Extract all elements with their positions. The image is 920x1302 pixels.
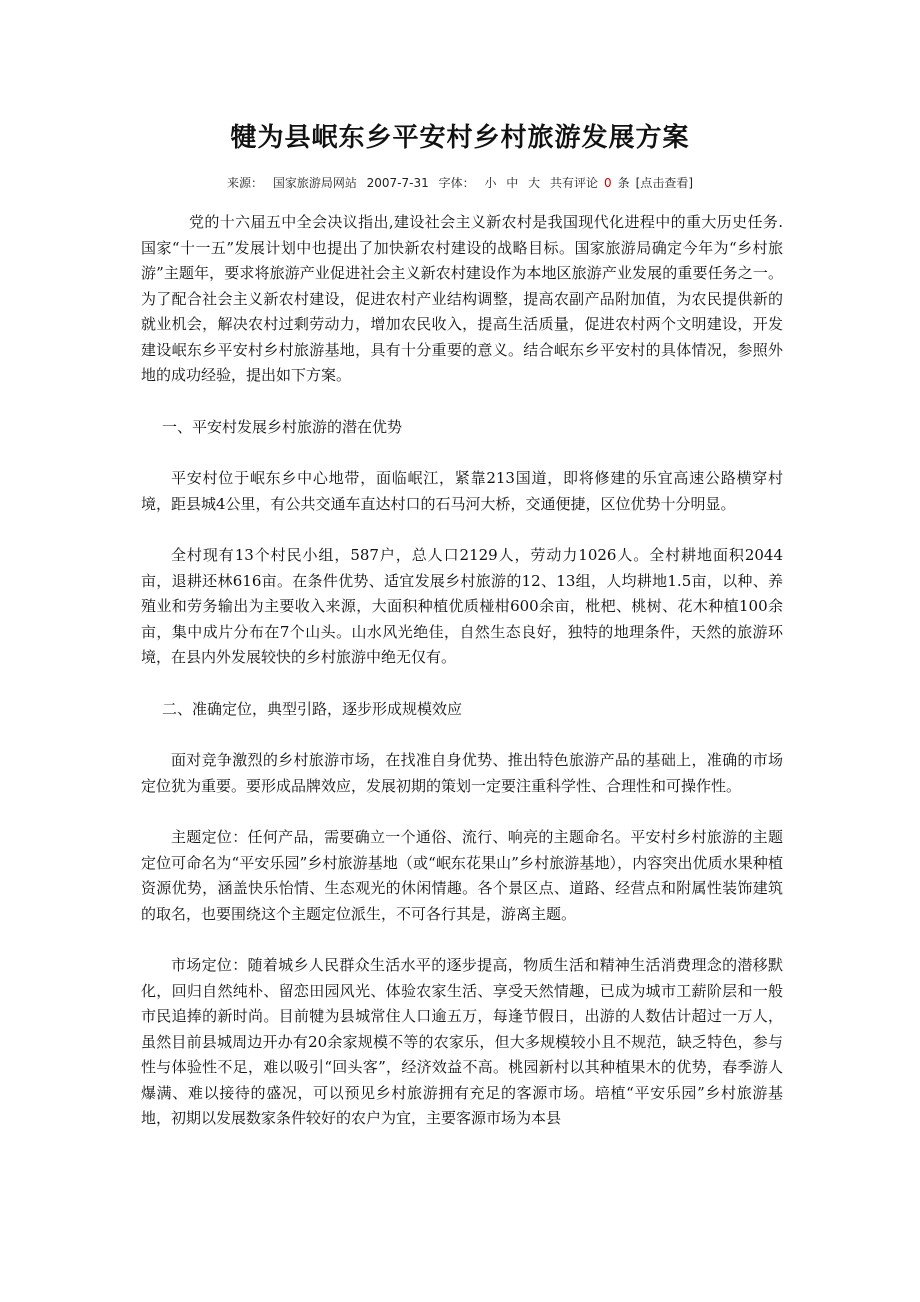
comment-prefix: 共有评论 bbox=[549, 176, 598, 190]
paragraph-competition: 面对竞争激烈的乡村旅游市场，在找准自身优势、推出特色旅游产品的基础上，准确的市场定位犹为重要。要形成品牌效应，发展初期的策划一定要注重科学性、合理性和可操作性。 bbox=[141, 751, 783, 795]
paragraph-intro: 党的十六届五中全会决议指出,建设社会主义新农村是我国现代化进程中的重大历史任务.国家“十一五”发展计划中也提出了加快新农村建设的战略目标。国家旅游局确定今年为“乡村旅游”主题年，要求将旅游产业促进社会主义新农村建设作为本地区旅游产业发展的重要任务之一。为了配合社会主义新农村建设，促进农村产业结构调整，提高农副产品附加值，为农民提供新的就业机会，解决农村过剩劳动力，增加农民收入，提高生活质量，促进农村两个文明建设，开发建设岷东乡平安村乡村旅游基地，具有十分重要的意义。结合岷东乡平安村的具体情况，参照外地的成功经验，提出如下方案。 bbox=[141, 213, 783, 384]
paragraph-theme-positioning: 主题定位：任何产品，需要确立一个通俗、流行、响亮的主题命名。平安村乡村旅游的主题定位可命名为“平安乐园”乡村旅游基地（或“岷东花果山”乡村旅游基地），内容突出优质水果种植资源优势，涵盖快乐怡情、生态观光的休闲情趣。各个景区点、道路、经营点和附属性装饰建筑的取名，也要围绕这个主题定位派生，不可各行其是，游离主题。 bbox=[141, 828, 783, 923]
comment-suffix: 条 bbox=[617, 176, 630, 190]
page-title: 犍为县岷东乡平安村乡村旅游发展方案 bbox=[230, 123, 690, 153]
view-comments-link[interactable]: [点击查看] bbox=[635, 176, 694, 190]
article-body bbox=[141, 210, 783, 1132]
section-heading-2: 二、准确定位，典型引路，逐步形成规模效应 bbox=[162, 699, 463, 718]
article-meta bbox=[0, 174, 920, 192]
font-size-large-link[interactable]: 大 bbox=[528, 176, 541, 190]
font-size-medium-link[interactable]: 中 bbox=[506, 176, 519, 190]
paragraph-location: 平安村位于岷东乡中心地带，面临岷江，紧靠213国道，即将修建的乐宜高速公路横穿村境，距县城4公里，有公共交通车直达村口的石马河大桥，交通便捷，区位优势十分明显。 bbox=[141, 469, 783, 513]
comment-count: 0 bbox=[603, 176, 612, 190]
paragraph-population: 全村现有13个村民小组，587户，总人口2129人，劳动力1026人。全村耕地面积2044亩，退耕还林616亩。在条件优势、适宜发展乡村旅游的12、13组，人均耕地1.5亩，以种、养殖业和劳务输出为主要收入来源，大面积种植优质椪柑600余亩，枇杷、桃树、花木种植100余亩，集中成片分布在7个山头。山水风光绝佳，自然生态良好，独特的地理条件，天然的旅游环境，在县内外发展较快的乡村旅游中绝无仅有。 bbox=[141, 546, 783, 666]
font-size-label: 字体： bbox=[438, 176, 475, 190]
publish-date: 2007-7-31 bbox=[366, 176, 429, 190]
source-name: 国家旅游局网站 bbox=[272, 176, 357, 190]
source-label: 来源： bbox=[226, 176, 263, 190]
paragraph-market-positioning: 市场定位：随着城乡人民群众生活水平的逐步提高，物质生活和精神生活消费理念的潜移默化，回归自然纯朴、留恋田园风光、体验农家生活、享受天然情趣，已成为城市工薪阶层和一般市民追捧的新时尚。目前犍为县城常住人口逾五万，每逢节假日，出游的人数估计超过一万人，虽然目前县城周边开办有20余家规模不等的农家乐，但大多规模较小且不规范，缺乏特色，参与性与体验性不足，难以吸引“回头客”，经济效益不高。桃园新村以其种植果木的优势，春季游人爆满、难以接待的盛况，可以预见乡村旅游拥有充足的客源市场。培植“平安乐园”乡村旅游基地，初期以发展数家条件较好的农户为宜，主要客源市场为本县 bbox=[141, 956, 783, 1127]
font-size-small-link[interactable]: 小 bbox=[484, 176, 497, 190]
section-heading-1: 一、平安村发展乡村旅游的潜在优势 bbox=[162, 417, 403, 436]
